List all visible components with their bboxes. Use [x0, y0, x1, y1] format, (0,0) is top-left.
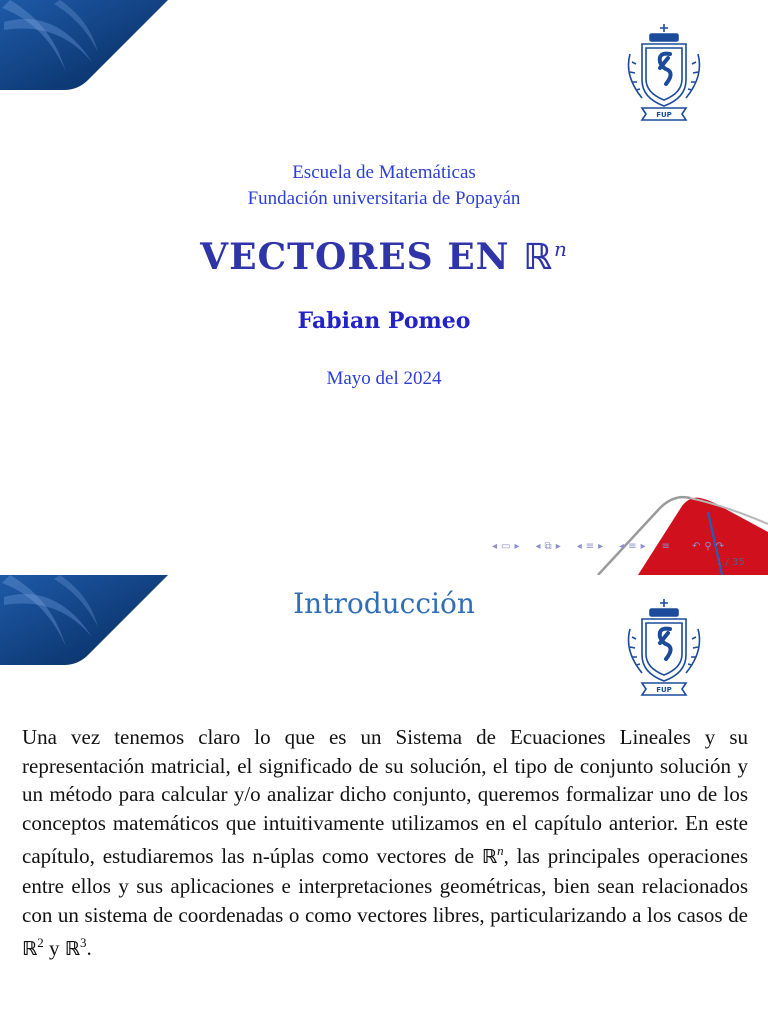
- title-text: VECTORES EN: [200, 236, 524, 278]
- university-crest-icon: [622, 22, 706, 122]
- nav-frame-icon[interactable]: ⧉: [544, 540, 552, 552]
- undo-icon[interactable]: ↶: [692, 540, 701, 552]
- set-symbol-r: ℝ: [481, 846, 498, 869]
- introduction-slide: [0, 575, 768, 1024]
- paragraph-part-1: Una vez tenemos claro lo que es un Sistema de Ecuaciones Lineales y su representación matricial, el significado de su solución, el tipo de conjunto solución y un método para calcular y/o analizar dicho conjunto, queremos formalizar uno de los conceptos matemáticos que intuitivamente utilizamos en el capítulo anterior. En este capítulo, estudiaremos las n-úplas como vectores de: [22, 725, 748, 869]
- corner-wave-decoration: [0, 0, 170, 92]
- nav-prev-subsection-icon[interactable]: ◂: [576, 540, 582, 552]
- exponent-3: 3: [79, 935, 87, 951]
- crest-label: FUP: [656, 686, 672, 694]
- author-name: Fabian Pomeo: [297, 308, 471, 334]
- exponent-n: n: [497, 843, 504, 859]
- frame-title: Introducción: [293, 587, 475, 620]
- institution-line-2: Fundación universitaria de Popayán: [247, 188, 521, 209]
- paragraph-part-2: , las principales operaciones entre ellos y sus aplicaciones e interpretaciones geométricas, bien sean relacionados con un sistema de coordenadas o como vectores libres, particularizando a los casos de: [22, 844, 748, 927]
- introduction-paragraph: [22, 723, 748, 964]
- nav-slide-icon[interactable]: ▭: [501, 540, 511, 552]
- nav-next-slide-icon[interactable]: ▸: [514, 540, 520, 552]
- nav-subsection-icon[interactable]: ≡: [585, 540, 595, 552]
- nav-next-section-icon[interactable]: ▸: [640, 540, 646, 552]
- set-symbol-r3: ℝ: [64, 938, 80, 961]
- set-symbol-r2: ℝ: [22, 938, 38, 961]
- title-exponent: n: [553, 237, 568, 261]
- exponent-2: 2: [37, 935, 44, 951]
- institution-line-1: Escuela de Matemáticas: [292, 162, 476, 183]
- connector-text: y: [43, 936, 65, 961]
- closing-period: .: [86, 936, 92, 961]
- nav-prev-slide-icon[interactable]: ◂: [492, 540, 498, 552]
- nav-next-subsection-icon[interactable]: ▸: [598, 540, 604, 552]
- redo-icon[interactable]: ↷: [715, 540, 725, 552]
- crest-label: FUP: [656, 111, 672, 119]
- university-crest-icon: [622, 597, 706, 697]
- presentation-title: [0, 236, 768, 278]
- beamer-navigation-bar: [492, 538, 724, 554]
- title-set-symbol: ℝ: [523, 237, 553, 278]
- nav-prev-frame-icon[interactable]: ◂: [535, 540, 541, 552]
- presentation-date: Mayo del 2024: [326, 368, 442, 389]
- nav-next-frame-icon[interactable]: ▸: [555, 540, 561, 552]
- page-number: 1 / 35: [716, 557, 745, 568]
- nav-prev-section-icon[interactable]: ◂: [619, 540, 625, 552]
- nav-section-icon[interactable]: ≡: [628, 540, 637, 552]
- nav-document-icon[interactable]: ≡: [661, 540, 671, 552]
- search-icon[interactable]: ⚲: [704, 540, 712, 552]
